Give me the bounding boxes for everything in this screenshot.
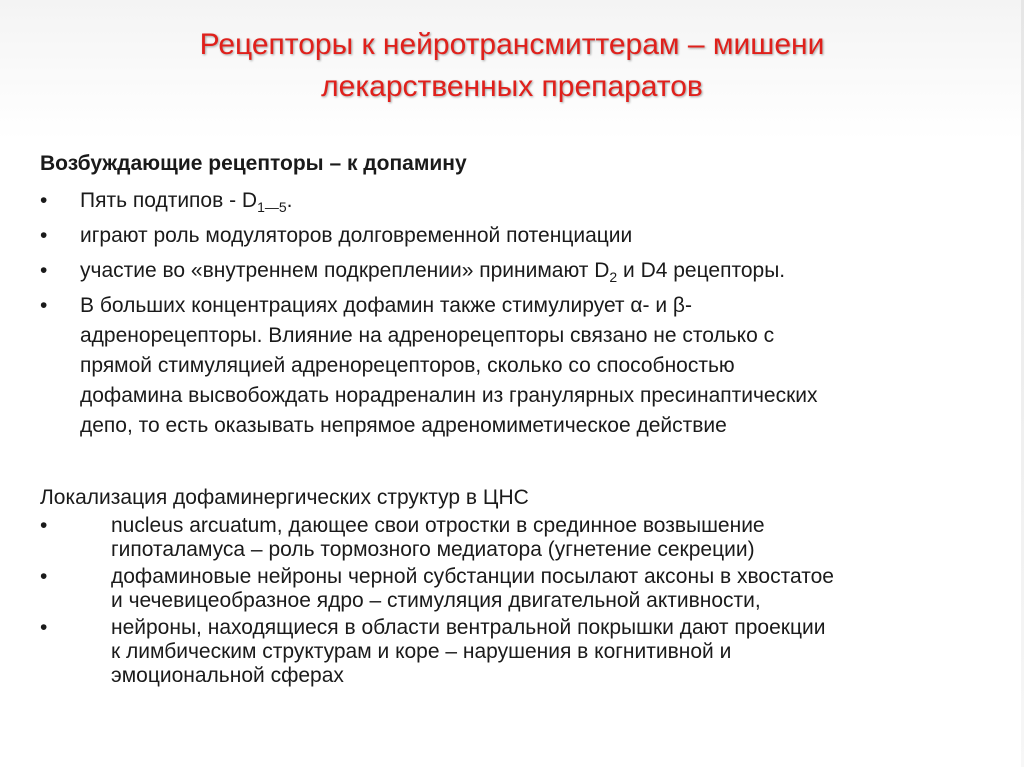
item-line: nucleus arcuatum, дающее свои отростки в срединное возвышение (111, 514, 765, 537)
item-text (80, 291, 1000, 441)
bullet-marker: • (40, 224, 48, 247)
title-line-1: Рецепторы к нейротрансмиттерам – мишени (199, 28, 825, 61)
localization-bullet-list (40, 514, 1000, 691)
bullet-marker: • (40, 616, 48, 639)
bullet-marker: • (40, 259, 48, 282)
item-text: играют роль модуляторов долговременной потенциации (80, 224, 633, 247)
list-item (40, 221, 1000, 251)
list-item (40, 565, 1000, 613)
item-line: к лимбическим структурам и коре – нарушения в когнитивной и (111, 640, 732, 663)
item-line: дофамина высвобождать норадреналин из гранулярных пресинаптических (80, 384, 818, 407)
item-text: Пять подтипов - $D_{1—5}$. (80, 189, 293, 216)
item-line: и чечевицеобразное ядро – стимуляция двигательной активности, (111, 589, 761, 612)
list-item (40, 256, 1000, 286)
item-line: нейроны, находящиеся в области вентральной покрышки дают проекции (111, 616, 826, 639)
slide-title (0, 24, 1024, 108)
localization-heading: Локализация дофаминергических структур в ЦНС (40, 486, 529, 509)
list-item (40, 291, 1000, 441)
title-line-2: лекарственных препаратов (321, 70, 703, 103)
bullet-marker: • (40, 514, 48, 537)
item-line: прямой стимуляцией адренорецепторов, сколько со способностью (80, 354, 735, 377)
bullet-marker: • (40, 189, 48, 212)
list-item (40, 616, 1000, 688)
list-item (40, 186, 1000, 216)
bullet-marker: • (40, 294, 48, 317)
item-line: дофаминовые нейроны черной субстанции посылают аксоны в хвостатое (111, 565, 834, 588)
bullet-marker: • (40, 565, 48, 588)
item-line: эмоциональной сферах (111, 664, 344, 687)
item-text: участие во «внутреннем подкреплении» принимают $D_2$ и D4 рецепторы. (80, 259, 786, 286)
section-heading: Возбуждающие рецепторы – к допамину (40, 152, 467, 175)
item-line: адренорецепторы. Влияние на адренорецепторы связано не столько с (80, 324, 775, 347)
item-line: депо, то есть оказывать непрямое адреномиметическое действие (80, 414, 727, 437)
item-line: гипоталамуса – роль тормозного медиатора (угнетение секреции) (111, 538, 755, 561)
list-item (40, 514, 1000, 562)
item-line: В больших концентрациях дофамин также стимулирует α- и β- (80, 294, 692, 317)
receptor-bullet-list (40, 186, 1000, 446)
